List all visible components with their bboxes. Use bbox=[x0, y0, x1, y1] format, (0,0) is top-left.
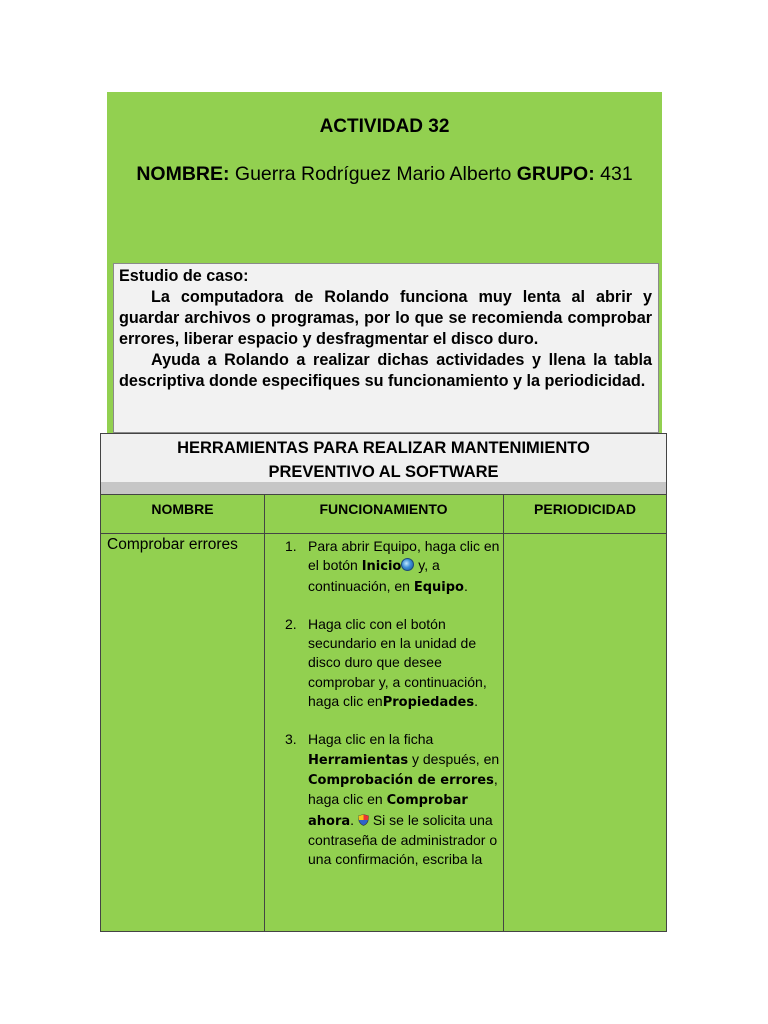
student-info bbox=[107, 163, 662, 186]
activity-title: ACTIVIDAD 32 bbox=[319, 116, 450, 137]
comprobacion-errores-term: Comprobación de errores bbox=[308, 772, 494, 788]
uac-shield-icon bbox=[358, 814, 369, 826]
case-study-paragraph-1: La computadora de Rolando funciona muy lenta al abrir y guardar archivos o programas, por lo que se recomienda comprobar errores, liberar espacio y desfragmentar el disco duro. bbox=[119, 288, 652, 348]
windows-start-orb-icon bbox=[401, 558, 414, 571]
case-study-box bbox=[113, 263, 659, 433]
header-row-divider bbox=[101, 533, 666, 534]
maintenance-table bbox=[100, 494, 667, 932]
column-divider bbox=[264, 495, 265, 931]
step-1: 1. Para abrir Equipo, haga clic en el botón Inicio y, a continuación, en Equipo. bbox=[285, 538, 500, 595]
table-title bbox=[100, 433, 667, 483]
inicio-term: Inicio bbox=[361, 559, 402, 575]
comprobar-ahora-term: Comprobar ahora bbox=[308, 793, 468, 829]
table-title-line-2: PREVENTIVO AL SOFTWARE bbox=[268, 463, 499, 481]
row-name-comprobar-errores: Comprobar errores bbox=[107, 536, 238, 553]
column-header-periodicidad: PERIODICIDAD bbox=[534, 501, 636, 517]
column-header-funcionamiento: FUNCIONAMIENTO bbox=[319, 501, 448, 517]
table-divider-strip bbox=[100, 482, 667, 494]
step-3: 3. Haga clic en la ficha Herramientas y después, en Comprobación de errores, haga clic en Comprobar ahora. Si se le solicita una contraseña de administrador o una confirmación, escriba la bbox=[285, 731, 500, 868]
nombre-value: Guerra Rodríguez Mario Alberto bbox=[229, 163, 517, 185]
herramientas-term: Herramientas bbox=[308, 752, 409, 768]
equipo-term: Equipo bbox=[413, 579, 464, 595]
table-title-line-1: HERRAMIENTAS PARA REALIZAR MANTENIMIENTO bbox=[177, 439, 590, 457]
step-2: 2. Haga clic con el botón secundario en la unidad de disco duro que desee comprobar y, a continuación, haga clic enPropiedades. bbox=[285, 615, 487, 711]
case-study-heading: Estudio de caso: bbox=[119, 267, 249, 285]
funcionamiento-steps bbox=[283, 537, 503, 887]
propiedades-term: Propiedades bbox=[382, 695, 475, 711]
grupo-label: GRUPO: bbox=[516, 163, 595, 185]
column-divider bbox=[503, 495, 504, 931]
case-study-paragraph-2: Ayuda a Rolando a realizar dichas actividades y llena la tabla descriptiva donde especifiques su funcionamiento y la periodicidad. bbox=[119, 351, 652, 390]
grupo-value: 431 bbox=[594, 163, 633, 185]
column-header-nombre: NOMBRE bbox=[151, 501, 214, 517]
nombre-label: NOMBRE: bbox=[136, 163, 230, 185]
